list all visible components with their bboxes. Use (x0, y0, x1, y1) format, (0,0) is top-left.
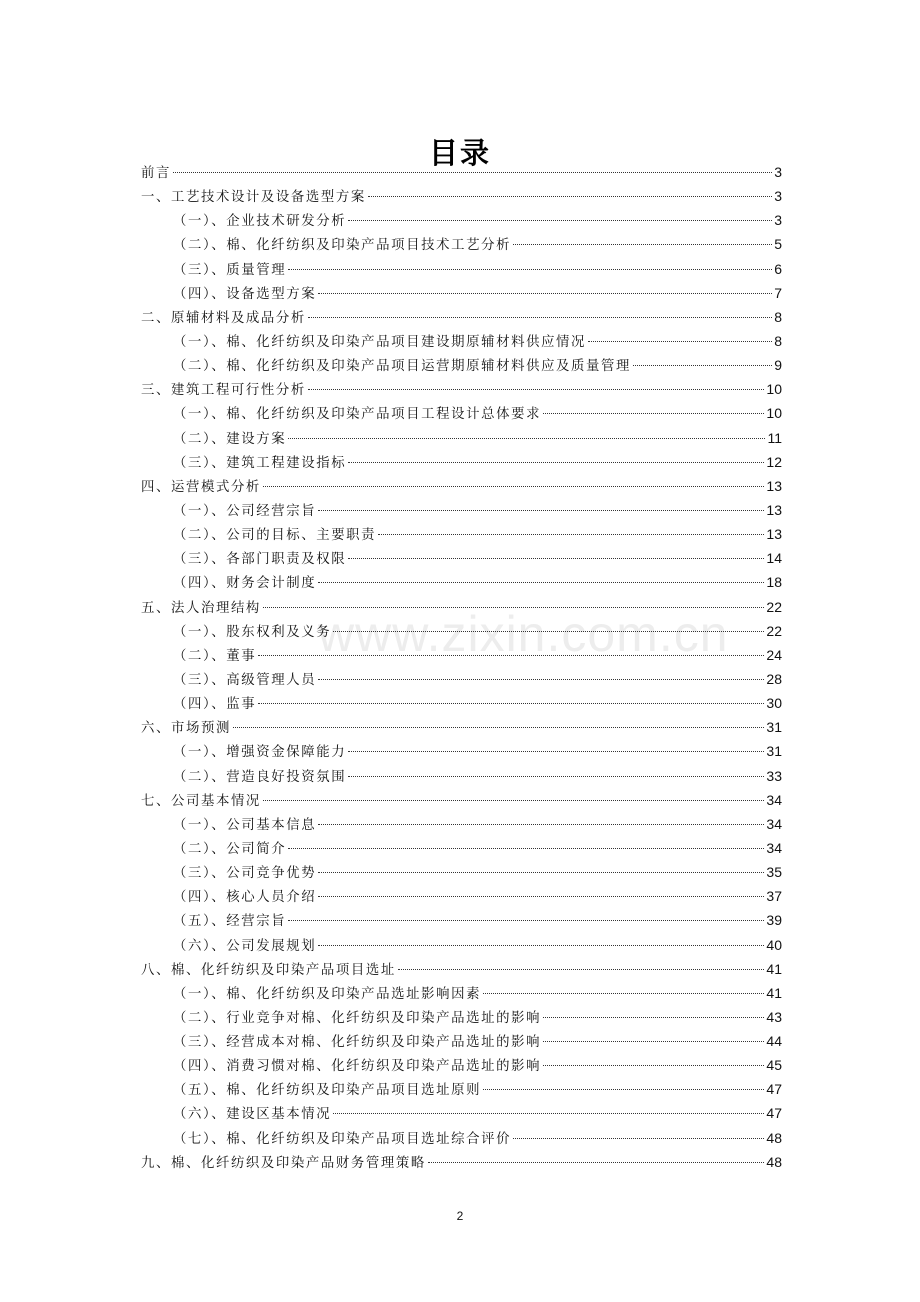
toc-entry-label: 七、公司基本情况 (141, 793, 261, 809)
page-number: 2 (456, 1209, 464, 1223)
page-title: 目录 (428, 136, 491, 171)
toc-dot-leader (543, 1065, 764, 1066)
toc-dot-leader (368, 196, 772, 197)
toc-entry[interactable] (141, 812, 782, 836)
toc-entry-label: （四）、消费习惯对棉、化纤纺织及印染产品选址的影响 (173, 1059, 542, 1075)
toc-dot-leader (333, 631, 764, 632)
toc-entry[interactable] (141, 667, 782, 691)
toc-entry-label: （二）、行业竞争对棉、化纤纺织及印染产品选址的影响 (173, 1010, 542, 1026)
toc-entry-page: 41 (766, 960, 782, 977)
toc-entry-label: （二）、棉、化纤纺织及印染产品项目运营期原辅材料供应及质量管理 (173, 359, 632, 375)
toc-entry-page: 11 (767, 429, 782, 446)
toc-entry-label: 九、棉、化纤纺织及印染产品财务管理策略 (141, 1155, 426, 1171)
toc-entry[interactable] (141, 860, 782, 884)
toc-entry[interactable] (141, 353, 782, 377)
toc-entry-label: （二）、董事 (173, 648, 257, 664)
toc-dot-leader (348, 462, 764, 463)
toc-entry-page: 8 (774, 308, 782, 325)
toc-entry-page: 34 (766, 791, 782, 808)
toc-dot-leader (333, 1113, 764, 1114)
toc-entry[interactable] (141, 1053, 782, 1077)
toc-entry-label: 前言 (141, 166, 171, 181)
toc-entry-page: 22 (766, 598, 782, 615)
toc-entry[interactable] (141, 1029, 782, 1053)
toc-entry-page: 30 (766, 695, 782, 712)
toc-entry-page: 39 (766, 912, 782, 929)
toc-entry-label: （三）、各部门职责及权限 (173, 552, 347, 568)
toc-dot-leader (233, 727, 764, 728)
toc-dot-leader (348, 776, 764, 777)
toc-entry[interactable] (141, 1077, 782, 1101)
toc-dot-leader (513, 1138, 764, 1139)
toc-entry-label: （二）、棉、化纤纺织及印染产品项目技术工艺分析 (173, 238, 512, 254)
toc-entry-label: （七）、棉、化纤纺织及印染产品项目选址综合评价 (173, 1131, 512, 1147)
toc-entry-label: （一）、企业技术研发分析 (173, 214, 347, 230)
toc-entry[interactable] (141, 981, 782, 1005)
toc-entry[interactable] (141, 1150, 782, 1174)
toc-entry-page: 37 (766, 888, 782, 905)
toc-dot-leader (318, 945, 764, 946)
toc-entry-label: 二、原辅材料及成品分析 (141, 310, 306, 326)
toc-entry-label: （一）、增强资金保障能力 (173, 745, 347, 761)
toc-entry-label: （四）、监事 (173, 697, 257, 713)
toc-entry-label: 一、工艺技术设计及设备选型方案 (141, 190, 366, 206)
toc-entry-page: 6 (774, 260, 782, 277)
toc-dot-leader (543, 1041, 764, 1042)
toc-entry[interactable] (141, 1005, 782, 1029)
toc-entry[interactable] (141, 643, 782, 667)
toc-dot-leader (633, 365, 772, 366)
toc-entry-page: 31 (766, 719, 782, 736)
toc-entry-page: 22 (766, 622, 782, 639)
toc-dot-leader (308, 317, 772, 318)
toc-dot-leader (308, 389, 765, 390)
toc-entry-label: （三）、经营成本对棉、化纤纺织及印染产品选址的影响 (173, 1035, 542, 1051)
toc-dot-leader (318, 824, 764, 825)
toc-entry-page: 45 (766, 1057, 782, 1074)
toc-dot-leader (543, 413, 764, 414)
toc-entry-page: 24 (766, 646, 782, 663)
toc-entry-label: 四、运营模式分析 (141, 479, 261, 495)
toc-dot-leader (288, 848, 764, 849)
toc-entry-page: 13 (766, 477, 782, 494)
toc-entry[interactable] (141, 1101, 782, 1125)
toc-dot-leader (483, 1089, 764, 1090)
toc-entry-page: 13 (766, 501, 782, 518)
toc-entry-label: （四）、设备选型方案 (173, 286, 317, 302)
toc-entry-page: 13 (766, 526, 782, 543)
toc-entry-page: 10 (766, 381, 782, 398)
toc-entry-page: 35 (766, 864, 782, 881)
toc-entry-label: （三）、建筑工程建设指标 (173, 455, 347, 471)
toc-entry[interactable] (141, 305, 782, 329)
toc-entry-page: 34 (766, 815, 782, 832)
toc-entry-page: 3 (774, 188, 782, 205)
toc-entry-page: 10 (766, 405, 782, 422)
toc-entry-page: 34 (766, 839, 782, 856)
toc-entry-label: （一）、公司基本信息 (173, 817, 317, 833)
toc-entry-label: （一）、棉、化纤纺织及印染产品项目工程设计总体要求 (173, 407, 542, 423)
toc-entry[interactable] (141, 715, 782, 739)
toc-dot-leader (348, 751, 764, 752)
toc-dot-leader (378, 534, 764, 535)
toc-entry-page: 12 (766, 453, 782, 470)
toc-entry-label: （一）、棉、化纤纺织及印染产品项目建设期原辅材料供应情况 (173, 334, 587, 350)
toc-entry-label: （三）、质量管理 (173, 262, 287, 278)
toc-entry-label: （四）、核心人员介绍 (173, 890, 317, 906)
toc-entry-page: 47 (766, 1081, 782, 1098)
toc-entry-page: 48 (766, 1153, 782, 1170)
toc-entry-label: （一）、公司经营宗旨 (173, 503, 317, 519)
toc-entry[interactable] (141, 377, 782, 401)
toc-entry[interactable] (141, 1126, 782, 1150)
toc-dot-leader (428, 1162, 765, 1163)
toc-entry-page: 5 (774, 236, 782, 253)
toc-entry[interactable] (141, 739, 782, 763)
toc-entry-label: （二）、营造良好投资氛围 (173, 769, 347, 785)
toc-entry-label: （一）、股东权利及义务 (173, 624, 332, 640)
toc-entry[interactable] (141, 788, 782, 812)
toc-entry-page: 47 (766, 1105, 782, 1122)
toc-dot-leader (318, 510, 764, 511)
toc-entry-page: 8 (774, 332, 782, 349)
toc-entry-label: （六）、公司发展规划 (173, 938, 317, 954)
toc-entry[interactable] (141, 257, 782, 281)
toc-dot-leader (543, 1017, 764, 1018)
toc-entry-page: 14 (766, 550, 782, 567)
table-of-contents (141, 160, 782, 1174)
toc-dot-leader (588, 341, 772, 342)
toc-entry-label: 六、市场预测 (141, 721, 231, 737)
toc-entry-label: （五）、经营宗旨 (173, 914, 287, 930)
toc-dot-leader (263, 486, 764, 487)
toc-entry[interactable] (141, 160, 782, 184)
toc-entry[interactable] (141, 764, 782, 788)
toc-entry-label: 三、建筑工程可行性分析 (141, 383, 306, 399)
toc-entry[interactable] (141, 474, 782, 498)
toc-entry[interactable] (141, 232, 782, 256)
toc-entry[interactable] (141, 908, 782, 932)
toc-entry-label: 八、棉、化纤纺织及印染产品项目选址 (141, 962, 396, 978)
toc-entry-label: （二）、公司的目标、主要职责 (173, 528, 377, 544)
toc-entry-label: 五、法人治理结构 (141, 600, 261, 616)
toc-dot-leader (288, 269, 772, 270)
toc-dot-leader (318, 896, 764, 897)
toc-entry[interactable] (141, 570, 782, 594)
toc-entry[interactable] (141, 933, 782, 957)
toc-entry-label: （三）、高级管理人员 (173, 672, 317, 688)
toc-entry[interactable] (141, 329, 782, 353)
toc-entry-page: 41 (766, 984, 782, 1001)
toc-entry-page: 18 (766, 574, 782, 591)
toc-entry-page: 28 (766, 670, 782, 687)
toc-entry-label: （六）、建设区基本情况 (173, 1107, 332, 1123)
toc-entry-page: 3 (774, 164, 782, 180)
toc-entry-page: 9 (774, 357, 782, 374)
toc-entry[interactable] (141, 619, 782, 643)
toc-entry[interactable] (141, 208, 782, 232)
toc-dot-leader (318, 872, 764, 873)
toc-dot-leader (263, 607, 764, 608)
toc-entry-label: （二）、建设方案 (173, 431, 287, 447)
toc-dot-leader (263, 800, 764, 801)
toc-entry-page: 31 (766, 743, 782, 760)
toc-entry[interactable] (141, 401, 782, 425)
toc-dot-leader (258, 655, 764, 656)
toc-dot-leader (348, 220, 772, 221)
toc-entry-page: 40 (766, 936, 782, 953)
toc-dot-leader (398, 969, 765, 970)
toc-entry-page: 44 (766, 1033, 782, 1050)
toc-dot-leader (288, 438, 765, 439)
toc-entry-label: （二）、公司简介 (173, 841, 287, 857)
toc-dot-leader (318, 679, 764, 680)
toc-entry[interactable] (141, 450, 782, 474)
toc-dot-leader (288, 920, 764, 921)
toc-entry-page: 33 (766, 767, 782, 784)
toc-dot-leader (318, 293, 772, 294)
toc-dot-leader (513, 244, 772, 245)
toc-entry[interactable] (141, 498, 782, 522)
toc-entry[interactable] (141, 957, 782, 981)
toc-entry-label: （四）、财务会计制度 (173, 576, 317, 592)
toc-entry-label: （一）、棉、化纤纺织及印染产品选址影响因素 (173, 986, 482, 1002)
toc-entry[interactable] (141, 281, 782, 305)
toc-entry-page: 48 (766, 1129, 782, 1146)
toc-dot-leader (483, 993, 764, 994)
toc-entry-label: （五）、棉、化纤纺织及印染产品项目选址原则 (173, 1083, 482, 1099)
toc-entry[interactable] (141, 546, 782, 570)
toc-entry-page: 43 (766, 1008, 782, 1025)
toc-entry[interactable] (141, 836, 782, 860)
toc-dot-leader (173, 172, 772, 173)
toc-entry[interactable] (141, 691, 782, 715)
toc-entry[interactable] (141, 884, 782, 908)
toc-entry-label: （三）、公司竞争优势 (173, 866, 317, 882)
watermark: www.zixin.com.cn (318, 606, 729, 662)
toc-entry[interactable] (141, 595, 782, 619)
toc-dot-leader (258, 703, 764, 704)
toc-entry-page: 7 (774, 284, 782, 301)
toc-entry[interactable] (141, 184, 782, 208)
toc-dot-leader (318, 582, 764, 583)
toc-entry[interactable] (141, 522, 782, 546)
toc-entry[interactable] (141, 426, 782, 450)
toc-dot-leader (348, 558, 764, 559)
toc-entry-page: 3 (774, 212, 782, 229)
